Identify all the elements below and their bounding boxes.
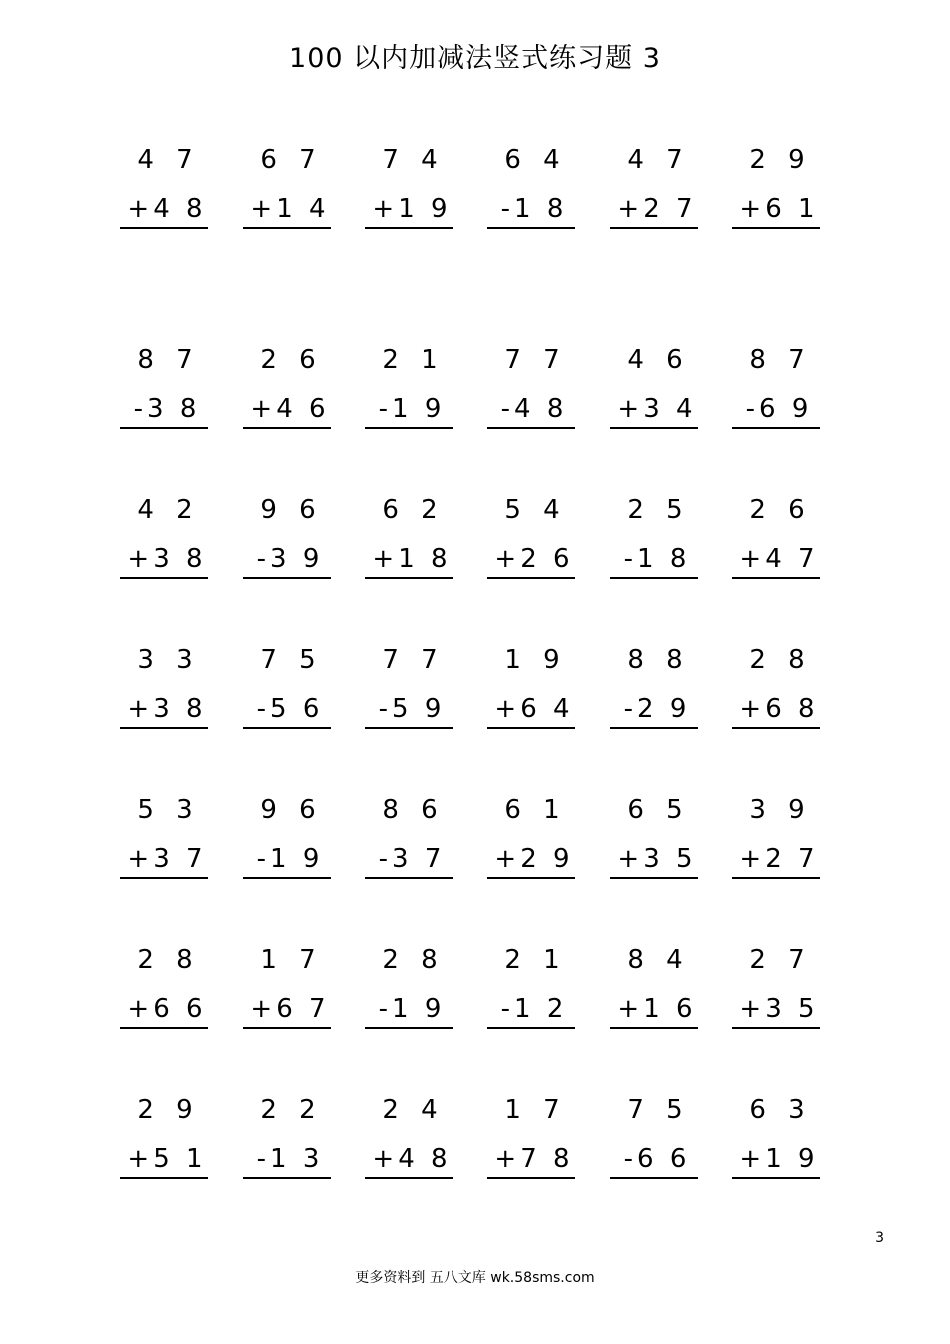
vertical-problem bbox=[600, 640, 710, 740]
top-operand: 4 6 bbox=[627, 345, 690, 375]
top-operand: 6 4 bbox=[504, 145, 567, 175]
vertical-problem bbox=[477, 640, 587, 740]
top-operand: 2 5 bbox=[627, 495, 690, 525]
top-operand: 1 7 bbox=[260, 945, 323, 975]
answer-line bbox=[243, 1027, 331, 1029]
problem-row bbox=[100, 340, 840, 440]
vertical-problem bbox=[600, 490, 710, 590]
vertical-problem bbox=[722, 490, 832, 590]
bottom-operand: +3 8 bbox=[127, 694, 207, 724]
bottom-operand: -5 9 bbox=[378, 694, 446, 724]
bottom-operand: +3 5 bbox=[739, 994, 819, 1024]
top-operand: 7 7 bbox=[504, 345, 567, 375]
answer-line bbox=[610, 427, 698, 429]
answer-line bbox=[243, 577, 331, 579]
top-operand: 6 5 bbox=[627, 795, 690, 825]
answer-line bbox=[120, 1177, 208, 1179]
top-operand: 5 3 bbox=[137, 795, 200, 825]
bottom-operand: +1 9 bbox=[739, 1144, 819, 1174]
bottom-operand: +4 8 bbox=[127, 194, 207, 224]
top-operand: 2 8 bbox=[137, 945, 200, 975]
bottom-operand: -1 8 bbox=[623, 544, 691, 574]
top-operand: 8 4 bbox=[627, 945, 690, 975]
bottom-operand: -3 8 bbox=[133, 394, 201, 424]
answer-line bbox=[610, 227, 698, 229]
vertical-problem bbox=[110, 940, 220, 1040]
bottom-operand: +6 1 bbox=[739, 194, 819, 224]
vertical-problem bbox=[600, 340, 710, 440]
answer-line bbox=[732, 1027, 820, 1029]
top-operand: 4 7 bbox=[627, 145, 690, 175]
vertical-problem bbox=[722, 790, 832, 890]
bottom-operand: +2 6 bbox=[494, 544, 574, 574]
bottom-operand: -1 9 bbox=[256, 844, 324, 874]
top-operand: 6 2 bbox=[382, 495, 445, 525]
vertical-problem bbox=[722, 940, 832, 1040]
bottom-operand: +2 7 bbox=[739, 844, 819, 874]
vertical-problem bbox=[233, 1090, 343, 1190]
vertical-problem bbox=[355, 640, 465, 740]
bottom-operand: +6 7 bbox=[250, 994, 330, 1024]
top-operand: 2 9 bbox=[137, 1095, 200, 1125]
problem-row bbox=[100, 790, 840, 890]
answer-line bbox=[243, 1177, 331, 1179]
top-operand: 2 1 bbox=[504, 945, 567, 975]
answer-line bbox=[365, 1027, 453, 1029]
top-operand: 7 5 bbox=[627, 1095, 690, 1125]
bottom-operand: -3 9 bbox=[256, 544, 324, 574]
bottom-operand: -1 9 bbox=[378, 394, 446, 424]
top-operand: 2 6 bbox=[260, 345, 323, 375]
vertical-problem bbox=[233, 790, 343, 890]
answer-line bbox=[120, 727, 208, 729]
answer-line bbox=[610, 577, 698, 579]
top-operand: 7 4 bbox=[382, 145, 445, 175]
problem-row bbox=[100, 140, 840, 240]
bottom-operand: +5 1 bbox=[127, 1144, 207, 1174]
answer-line bbox=[243, 877, 331, 879]
bottom-operand: +7 8 bbox=[494, 1144, 574, 1174]
problem-row bbox=[100, 1090, 840, 1190]
vertical-problem bbox=[355, 140, 465, 240]
vertical-problem bbox=[110, 490, 220, 590]
top-operand: 6 7 bbox=[260, 145, 323, 175]
vertical-problem bbox=[355, 790, 465, 890]
answer-line bbox=[487, 1177, 575, 1179]
vertical-problem bbox=[110, 640, 220, 740]
bottom-operand: +1 9 bbox=[372, 194, 452, 224]
top-operand: 2 1 bbox=[382, 345, 445, 375]
vertical-problem bbox=[600, 140, 710, 240]
page-number: 3 bbox=[875, 1230, 884, 1246]
problem-row bbox=[100, 640, 840, 740]
top-operand: 6 3 bbox=[749, 1095, 812, 1125]
bottom-operand: -1 8 bbox=[500, 194, 568, 224]
answer-line bbox=[732, 427, 820, 429]
answer-line bbox=[732, 727, 820, 729]
vertical-problem bbox=[233, 140, 343, 240]
top-operand: 8 7 bbox=[749, 345, 812, 375]
top-operand: 8 6 bbox=[382, 795, 445, 825]
bottom-operand: +3 7 bbox=[127, 844, 207, 874]
top-operand: 2 7 bbox=[749, 945, 812, 975]
answer-line bbox=[487, 727, 575, 729]
top-operand: 4 7 bbox=[137, 145, 200, 175]
vertical-problem bbox=[477, 140, 587, 240]
bottom-operand: +6 8 bbox=[739, 694, 819, 724]
bottom-operand: -5 6 bbox=[256, 694, 324, 724]
top-operand: 9 6 bbox=[260, 795, 323, 825]
top-operand: 1 9 bbox=[504, 645, 567, 675]
answer-line bbox=[732, 227, 820, 229]
vertical-problem bbox=[477, 340, 587, 440]
top-operand: 8 7 bbox=[137, 345, 200, 375]
answer-line bbox=[243, 227, 331, 229]
vertical-problem bbox=[722, 340, 832, 440]
answer-line bbox=[487, 1027, 575, 1029]
bottom-operand: +1 4 bbox=[250, 194, 330, 224]
vertical-problem bbox=[233, 340, 343, 440]
answer-line bbox=[365, 1177, 453, 1179]
vertical-problem bbox=[233, 640, 343, 740]
bottom-operand: +2 7 bbox=[617, 194, 697, 224]
top-operand: 2 9 bbox=[749, 145, 812, 175]
top-operand: 4 2 bbox=[137, 495, 200, 525]
bottom-operand: +1 6 bbox=[617, 994, 697, 1024]
vertical-problem bbox=[722, 140, 832, 240]
top-operand: 7 5 bbox=[260, 645, 323, 675]
bottom-operand: +3 4 bbox=[617, 394, 697, 424]
answer-line bbox=[610, 1027, 698, 1029]
answer-line bbox=[732, 1177, 820, 1179]
answer-line bbox=[365, 577, 453, 579]
bottom-operand: +4 8 bbox=[372, 1144, 452, 1174]
answer-line bbox=[732, 577, 820, 579]
bottom-operand: -6 9 bbox=[745, 394, 813, 424]
top-operand: 2 8 bbox=[382, 945, 445, 975]
problem-row bbox=[100, 490, 840, 590]
vertical-problem bbox=[355, 940, 465, 1040]
top-operand: 3 3 bbox=[137, 645, 200, 675]
page-title: 100 以内加减法竖式练习题 3 bbox=[289, 43, 661, 74]
answer-line bbox=[365, 427, 453, 429]
vertical-problem bbox=[110, 140, 220, 240]
answer-line bbox=[610, 1177, 698, 1179]
vertical-problem bbox=[600, 790, 710, 890]
answer-line bbox=[487, 427, 575, 429]
answer-line bbox=[610, 877, 698, 879]
bottom-operand: +4 7 bbox=[739, 544, 819, 574]
vertical-problem bbox=[110, 1090, 220, 1190]
top-operand: 2 4 bbox=[382, 1095, 445, 1125]
vertical-problem bbox=[110, 340, 220, 440]
answer-line bbox=[120, 877, 208, 879]
vertical-problem bbox=[477, 490, 587, 590]
top-operand: 2 8 bbox=[749, 645, 812, 675]
bottom-operand: -1 9 bbox=[378, 994, 446, 1024]
top-operand: 5 4 bbox=[504, 495, 567, 525]
vertical-problem bbox=[233, 940, 343, 1040]
vertical-problem bbox=[355, 490, 465, 590]
vertical-problem bbox=[600, 940, 710, 1040]
answer-line bbox=[610, 727, 698, 729]
bottom-operand: +3 5 bbox=[617, 844, 697, 874]
answer-line bbox=[365, 877, 453, 879]
bottom-operand: +6 4 bbox=[494, 694, 574, 724]
vertical-problem bbox=[722, 1090, 832, 1190]
answer-line bbox=[243, 427, 331, 429]
bottom-operand: -2 9 bbox=[623, 694, 691, 724]
bottom-operand: -1 3 bbox=[256, 1144, 324, 1174]
vertical-problem bbox=[477, 940, 587, 1040]
vertical-problem bbox=[110, 790, 220, 890]
vertical-problem bbox=[722, 640, 832, 740]
top-operand: 3 9 bbox=[749, 795, 812, 825]
bottom-operand: +1 8 bbox=[372, 544, 452, 574]
answer-line bbox=[487, 877, 575, 879]
answer-line bbox=[120, 227, 208, 229]
answer-line bbox=[120, 1027, 208, 1029]
answer-line bbox=[120, 427, 208, 429]
footer-text: 更多资料到 五八文库 wk.58sms.com bbox=[355, 1270, 595, 1286]
bottom-operand: -1 2 bbox=[500, 994, 568, 1024]
answer-line bbox=[487, 577, 575, 579]
bottom-operand: -6 6 bbox=[623, 1144, 691, 1174]
vertical-problem bbox=[477, 1090, 587, 1190]
top-operand: 2 2 bbox=[260, 1095, 323, 1125]
bottom-operand: +3 8 bbox=[127, 544, 207, 574]
bottom-operand: +4 6 bbox=[250, 394, 330, 424]
answer-line bbox=[487, 227, 575, 229]
answer-line bbox=[365, 727, 453, 729]
top-operand: 7 7 bbox=[382, 645, 445, 675]
answer-line bbox=[243, 727, 331, 729]
top-operand: 9 6 bbox=[260, 495, 323, 525]
top-operand: 1 7 bbox=[504, 1095, 567, 1125]
problem-row bbox=[100, 940, 840, 1040]
vertical-problem bbox=[355, 340, 465, 440]
bottom-operand: -3 7 bbox=[378, 844, 446, 874]
vertical-problem bbox=[600, 1090, 710, 1190]
vertical-problem bbox=[477, 790, 587, 890]
vertical-problem bbox=[355, 1090, 465, 1190]
answer-line bbox=[732, 877, 820, 879]
answer-line bbox=[365, 227, 453, 229]
top-operand: 2 6 bbox=[749, 495, 812, 525]
bottom-operand: +2 9 bbox=[494, 844, 574, 874]
top-operand: 8 8 bbox=[627, 645, 690, 675]
top-operand: 6 1 bbox=[504, 795, 567, 825]
bottom-operand: -4 8 bbox=[500, 394, 568, 424]
answer-line bbox=[120, 577, 208, 579]
bottom-operand: +6 6 bbox=[127, 994, 207, 1024]
vertical-problem bbox=[233, 490, 343, 590]
